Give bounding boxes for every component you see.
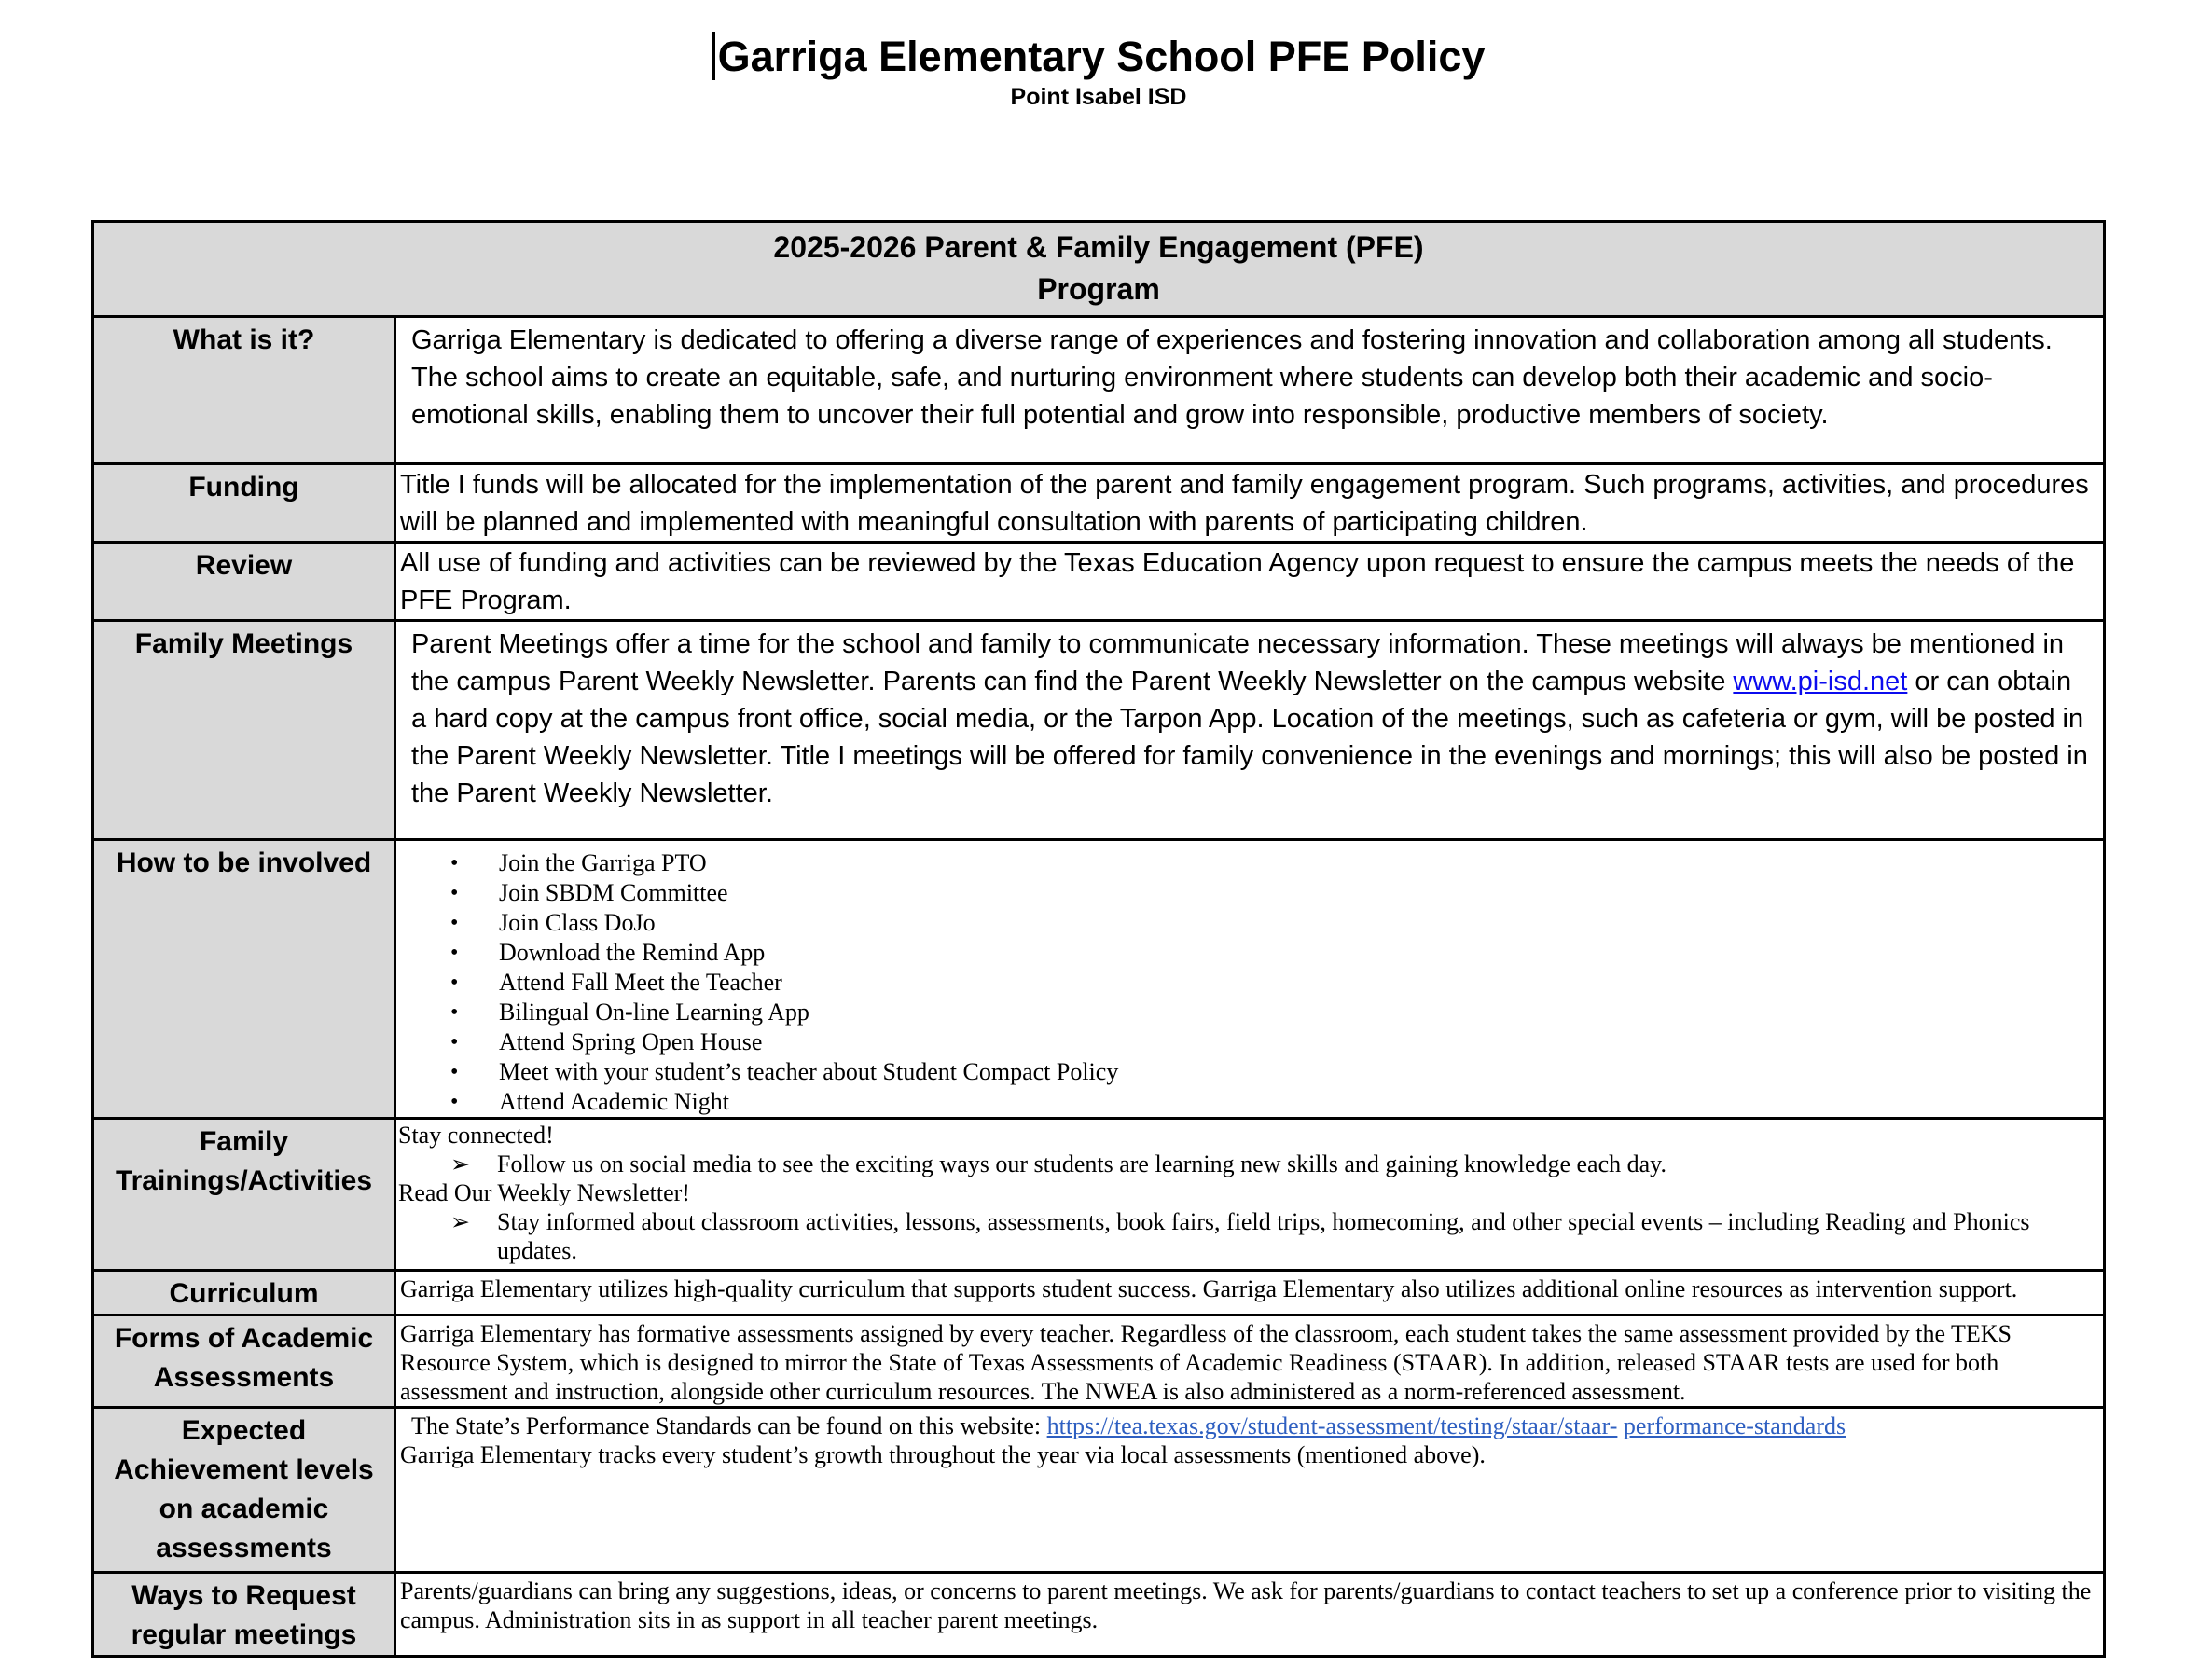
trainings-arrow-item-1-text: Follow us on social media to see the exciting ways our students are learning new skills and gaining knowledge each day. bbox=[497, 1150, 1666, 1177]
bullet-icon: • bbox=[450, 881, 459, 905]
list-item-text: Download the Remind App bbox=[499, 939, 766, 966]
label-how-to-be-involved: How to be involved bbox=[94, 841, 396, 1117]
page-title bbox=[91, 32, 2106, 81]
table-header-row bbox=[94, 223, 2103, 315]
list-item-text: Bilingual On-line Learning App bbox=[499, 998, 809, 1026]
content-what-is-it bbox=[396, 318, 2103, 462]
label-forms-of-assessments: Forms of Academic Assessments bbox=[94, 1316, 396, 1406]
list-item bbox=[396, 938, 2103, 968]
row-expected-achievement bbox=[94, 1406, 2103, 1571]
ways-to-request-text: Parents/guardians can bring any suggestions, ideas, or concerns to parent meetings. We ask for parents/guardians to contact teachers to set up a conference prior to visiting the campus. Administration sits in as support in all teacher parent meetings. bbox=[400, 1577, 2092, 1633]
trainings-intro-1: Stay connected! bbox=[398, 1122, 554, 1149]
title-block bbox=[91, 32, 2106, 111]
label-family-meetings: Family Meetings bbox=[94, 622, 396, 838]
bullet-icon: • bbox=[450, 911, 459, 935]
performance-standards-link[interactable]: performance-standards bbox=[1623, 1412, 1846, 1439]
performance-standards-line bbox=[400, 1411, 2094, 1440]
row-family-meetings bbox=[94, 619, 2103, 838]
list-item-text: Join SBDM Committee bbox=[499, 879, 728, 906]
list-item bbox=[396, 878, 2103, 908]
bullet-icon: • bbox=[450, 1060, 459, 1084]
expected-achievement-text bbox=[396, 1409, 2103, 1469]
row-what-is-it bbox=[94, 315, 2103, 462]
family-meetings-text-before: Parent Meetings offer a time for the school and family to communicate necessary information. These meetings will always be mentioned in the campus Parent Weekly Newsletter. Parents can find the Parent Weekly Newsletter on the campus website bbox=[411, 629, 2065, 696]
page-title-text: Garriga Elementary School PFE Policy bbox=[717, 33, 1486, 80]
performance-standards-prefix: The State’s Performance Standards can be found on this website: bbox=[411, 1412, 1047, 1439]
label-what-is-it: What is it? bbox=[94, 318, 396, 462]
list-item bbox=[396, 1057, 2103, 1087]
content-ways-to-request-meetings bbox=[396, 1574, 2103, 1655]
bullet-icon: • bbox=[450, 941, 459, 965]
table-header-line2: Program bbox=[1037, 272, 1160, 306]
bullet-icon: • bbox=[450, 1000, 459, 1025]
what-is-it-text: Garriga Elementary is dedicated to offering a diverse range of experiences and fostering innovation and collaboration among all students. The school aims to create an equitable, safe, and nurturing environment where students can develop both their academic and socio-emotional skills, enabling them to uncover their full potential and grow into responsible, productive members of society. bbox=[411, 325, 2053, 430]
trainings-arrow-item-2-text: Stay informed about classroom activities, lessons, assessments, book fairs, field trips, homecoming, and other special events – including Reading and Phonics updates. bbox=[497, 1208, 2030, 1264]
label-curriculum: Curriculum bbox=[94, 1272, 396, 1314]
forms-of-assessments-text: Garriga Elementary has formative assessments assigned by every teacher. Regardless of the classroom, each student takes the same assessment provided by the TEKS Resource System, which is designed to mirror the State of Texas Assessments of Academic Readiness (STAAR). In addition, released STAAR tests are used for both assessment and instruction, alongside other curriculum resources. The NWEA is also administered as a norm-referenced assessment. bbox=[400, 1320, 2012, 1405]
list-item-text: Meet with your student’s teacher about Student Compact Policy bbox=[499, 1058, 1119, 1085]
list-item bbox=[396, 1027, 2103, 1057]
arrow-bullet-icon: ➢ bbox=[450, 1150, 470, 1177]
bullet-icon: • bbox=[450, 1090, 459, 1114]
row-curriculum bbox=[94, 1269, 2103, 1314]
row-ways-to-request-meetings bbox=[94, 1571, 2103, 1655]
list-item bbox=[396, 968, 2103, 998]
label-funding: Funding bbox=[94, 465, 396, 541]
funding-text: Title I funds will be allocated for the implementation of the parent and family engagement program. Such programs, activities, and procedures will be planned and implemented with meaningful consultation with parents of participating children. bbox=[400, 470, 2089, 537]
trainings-arrow-item-2 bbox=[398, 1207, 2095, 1265]
label-family-trainings: Family Trainings/Activities bbox=[94, 1120, 396, 1269]
growth-tracking-line: Garriga Elementary tracks every student’s growth throughout the year via local assessments (mentioned above). bbox=[400, 1441, 1486, 1468]
label-review: Review bbox=[94, 544, 396, 619]
list-item bbox=[396, 908, 2103, 938]
list-item-text: Join Class DoJo bbox=[499, 909, 656, 936]
family-meetings-text-after: or can obtain a hard copy at the campus front office, social media, or the Tarpon App. Location of the meetings, such as cafeteria or gym, will be posted in the Parent Weekly Newsletter. Title I meetings will be offered for family convenience in the evenings and mornings; this will also be posted in the Parent Weekly Newsletter. bbox=[411, 667, 2088, 808]
table-header-cell bbox=[94, 223, 2103, 315]
row-funding bbox=[94, 462, 2103, 541]
pfe-program-table bbox=[91, 220, 2106, 1658]
content-expected-achievement bbox=[396, 1409, 2103, 1571]
label-ways-to-request-meetings: Ways to Request regular meetings bbox=[94, 1574, 396, 1655]
bullet-icon: • bbox=[450, 1030, 459, 1054]
trainings-lines bbox=[396, 1120, 2103, 1265]
family-meetings-text bbox=[396, 622, 2103, 812]
arrow-bullet-icon: ➢ bbox=[450, 1208, 470, 1235]
row-forms-of-assessments bbox=[94, 1314, 2103, 1406]
curriculum-text: Garriga Elementary utilizes high-quality curriculum that supports student success. Garriga Elementary also utilizes additional online resources as intervention support. bbox=[400, 1275, 2018, 1302]
bullet-icon: • bbox=[450, 851, 459, 875]
content-curriculum bbox=[396, 1272, 2103, 1314]
content-how-to-be-involved bbox=[396, 841, 2103, 1117]
list-item bbox=[396, 848, 2103, 878]
content-family-meetings bbox=[396, 622, 2103, 838]
list-item-text: Attend Academic Night bbox=[499, 1088, 729, 1115]
list-item-text: Attend Spring Open House bbox=[499, 1028, 763, 1055]
label-expected-achievement: Expected Achievement levels on academic assessments bbox=[94, 1409, 396, 1571]
content-family-trainings bbox=[396, 1120, 2103, 1269]
page-subtitle: Point Isabel ISD bbox=[1010, 84, 1187, 110]
content-funding bbox=[396, 465, 2103, 541]
content-review bbox=[396, 544, 2103, 619]
involvement-bullet-list bbox=[396, 841, 2103, 1117]
row-review bbox=[94, 541, 2103, 619]
bullet-icon: • bbox=[450, 971, 459, 995]
list-item bbox=[396, 998, 2103, 1027]
row-family-trainings bbox=[94, 1117, 2103, 1269]
row-how-to-be-involved bbox=[94, 838, 2103, 1117]
review-text: All use of funding and activities can be reviewed by the Texas Education Agency upon request to ensure the campus meets the needs of the PFE Program. bbox=[400, 548, 2075, 615]
tea-staar-link[interactable]: https://tea.texas.gov/student-assessment/testing/staar/staar- bbox=[1046, 1412, 1618, 1439]
trainings-intro-2: Read Our Weekly Newsletter! bbox=[398, 1179, 690, 1206]
pi-isd-website-link[interactable]: www.pi-isd.net bbox=[1733, 667, 1908, 696]
list-item-text: Attend Fall Meet the Teacher bbox=[499, 969, 782, 996]
content-forms-of-assessments bbox=[396, 1316, 2103, 1406]
list-item-text: Join the Garriga PTO bbox=[499, 849, 707, 876]
text-cursor-caret bbox=[712, 32, 715, 80]
table-header-line1: 2025-2026 Parent & Family Engagement (PFE) bbox=[773, 230, 1424, 264]
list-item bbox=[396, 1087, 2103, 1117]
trainings-arrow-item-1 bbox=[398, 1150, 2095, 1178]
